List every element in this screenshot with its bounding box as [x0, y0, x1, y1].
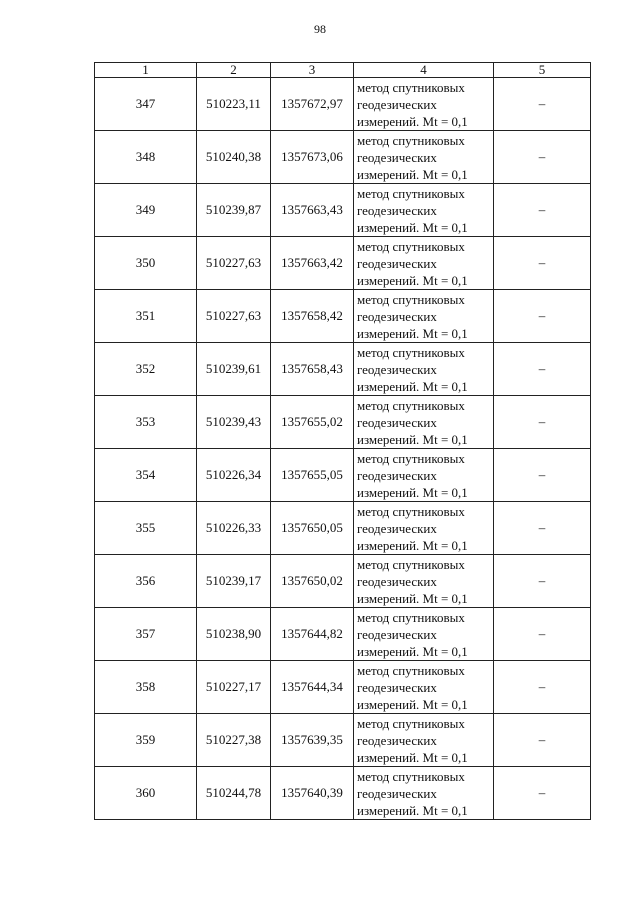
method-cell — [354, 714, 494, 767]
y-coordinate-cell: 1357663,42 — [271, 237, 354, 290]
table-row — [95, 767, 591, 820]
table-row — [95, 184, 591, 237]
table-row — [95, 343, 591, 396]
table-body — [95, 78, 591, 820]
point-number-cell: 360 — [95, 767, 197, 820]
x-coordinate-cell: 510239,43 — [197, 396, 271, 449]
method-cell — [354, 343, 494, 396]
method-line: геодезических — [357, 308, 437, 324]
point-number-cell: 357 — [95, 608, 197, 661]
point-number-cell: 355 — [95, 502, 197, 555]
note-cell: – — [494, 343, 591, 396]
method-line: геодезических — [357, 732, 437, 748]
table-row — [95, 290, 591, 343]
method-line: метод спутниковых — [357, 344, 465, 360]
table-row — [95, 555, 591, 608]
method-line: метод спутниковых — [357, 662, 465, 678]
method-line: измерений. Mt = 0,1 — [357, 696, 468, 712]
method-cell — [354, 131, 494, 184]
method-cell — [354, 237, 494, 290]
x-coordinate-cell: 510223,11 — [197, 78, 271, 131]
note-cell: – — [494, 184, 591, 237]
method-line: измерений. Mt = 0,1 — [357, 643, 468, 659]
x-coordinate-cell: 510240,38 — [197, 131, 271, 184]
note-cell: – — [494, 396, 591, 449]
x-coordinate-cell: 510227,63 — [197, 237, 271, 290]
method-line: метод спутниковых — [357, 768, 465, 784]
method-line: метод спутниковых — [357, 291, 465, 307]
y-coordinate-cell: 1357640,39 — [271, 767, 354, 820]
note-cell: – — [494, 555, 591, 608]
method-cell — [354, 290, 494, 343]
method-line: измерений. Mt = 0,1 — [357, 219, 468, 235]
x-coordinate-cell: 510227,63 — [197, 290, 271, 343]
method-line: измерений. Mt = 0,1 — [357, 749, 468, 765]
method-line: измерений. Mt = 0,1 — [357, 484, 468, 500]
x-coordinate-cell: 510239,17 — [197, 555, 271, 608]
note-cell: – — [494, 608, 591, 661]
y-coordinate-cell: 1357650,02 — [271, 555, 354, 608]
note-cell: – — [494, 78, 591, 131]
method-line: метод спутниковых — [357, 79, 465, 95]
y-coordinate-cell: 1357650,05 — [271, 502, 354, 555]
note-cell: – — [494, 714, 591, 767]
method-line: геодезических — [357, 467, 437, 483]
method-line: метод спутниковых — [357, 503, 465, 519]
column-header-5: 5 — [494, 63, 591, 78]
method-cell — [354, 184, 494, 237]
table-row — [95, 78, 591, 131]
x-coordinate-cell: 510226,33 — [197, 502, 271, 555]
method-cell — [354, 78, 494, 131]
y-coordinate-cell: 1357655,02 — [271, 396, 354, 449]
method-line: измерений. Mt = 0,1 — [357, 378, 468, 394]
method-line: метод спутниковых — [357, 185, 465, 201]
x-coordinate-cell: 510239,61 — [197, 343, 271, 396]
y-coordinate-cell: 1357639,35 — [271, 714, 354, 767]
x-coordinate-cell: 510227,38 — [197, 714, 271, 767]
point-number-cell: 347 — [95, 78, 197, 131]
method-line: измерений. Mt = 0,1 — [357, 590, 468, 606]
method-line: геодезических — [357, 573, 437, 589]
table-row — [95, 449, 591, 502]
y-coordinate-cell: 1357658,43 — [271, 343, 354, 396]
method-line: измерений. Mt = 0,1 — [357, 537, 468, 553]
method-line: геодезических — [357, 255, 437, 271]
method-line: измерений. Mt = 0,1 — [357, 113, 468, 129]
column-header-1: 1 — [95, 63, 197, 78]
note-cell: – — [494, 449, 591, 502]
note-cell: – — [494, 502, 591, 555]
point-number-cell: 351 — [95, 290, 197, 343]
y-coordinate-cell: 1357672,97 — [271, 78, 354, 131]
method-line: геодезических — [357, 414, 437, 430]
method-line: геодезических — [357, 361, 437, 377]
table-row — [95, 608, 591, 661]
point-number-cell: 356 — [95, 555, 197, 608]
table-row — [95, 237, 591, 290]
x-coordinate-cell: 510238,90 — [197, 608, 271, 661]
method-line: геодезических — [357, 679, 437, 695]
point-number-cell: 349 — [95, 184, 197, 237]
column-header-4: 4 — [354, 63, 494, 78]
method-cell — [354, 396, 494, 449]
method-line: геодезических — [357, 520, 437, 536]
x-coordinate-cell: 510226,34 — [197, 449, 271, 502]
note-cell: – — [494, 290, 591, 343]
table-row — [95, 661, 591, 714]
page-number: 98 — [314, 22, 326, 36]
note-cell: – — [494, 661, 591, 714]
table-row — [95, 714, 591, 767]
method-cell — [354, 661, 494, 714]
method-line: метод спутниковых — [357, 450, 465, 466]
note-cell: – — [494, 767, 591, 820]
x-coordinate-cell: 510227,17 — [197, 661, 271, 714]
method-line: метод спутниковых — [357, 132, 465, 148]
note-cell: – — [494, 131, 591, 184]
table-row — [95, 502, 591, 555]
method-line: метод спутниковых — [357, 609, 465, 625]
table-header-row — [95, 63, 591, 78]
method-line: измерений. Mt = 0,1 — [357, 166, 468, 182]
method-cell — [354, 608, 494, 661]
point-number-cell: 352 — [95, 343, 197, 396]
method-line: измерений. Mt = 0,1 — [357, 272, 468, 288]
method-line: геодезических — [357, 785, 437, 801]
method-cell — [354, 555, 494, 608]
method-line: геодезических — [357, 96, 437, 112]
method-cell — [354, 767, 494, 820]
point-number-cell: 350 — [95, 237, 197, 290]
method-line: метод спутниковых — [357, 556, 465, 572]
method-cell — [354, 449, 494, 502]
method-line: геодезических — [357, 149, 437, 165]
method-cell — [354, 502, 494, 555]
y-coordinate-cell: 1357658,42 — [271, 290, 354, 343]
note-cell: – — [494, 237, 591, 290]
table-row — [95, 396, 591, 449]
table-row — [95, 131, 591, 184]
column-header-3: 3 — [271, 63, 354, 78]
method-line: измерений. Mt = 0,1 — [357, 325, 468, 341]
point-number-cell: 358 — [95, 661, 197, 714]
method-line: метод спутниковых — [357, 715, 465, 731]
y-coordinate-cell: 1357673,06 — [271, 131, 354, 184]
method-line: метод спутниковых — [357, 397, 465, 413]
point-number-cell: 353 — [95, 396, 197, 449]
y-coordinate-cell: 1357644,82 — [271, 608, 354, 661]
coordinates-table — [94, 62, 591, 820]
method-line: измерений. Mt = 0,1 — [357, 802, 468, 818]
method-line: измерений. Mt = 0,1 — [357, 431, 468, 447]
y-coordinate-cell: 1357655,05 — [271, 449, 354, 502]
y-coordinate-cell: 1357644,34 — [271, 661, 354, 714]
method-line: геодезических — [357, 626, 437, 642]
column-header-2: 2 — [197, 63, 271, 78]
y-coordinate-cell: 1357663,43 — [271, 184, 354, 237]
point-number-cell: 348 — [95, 131, 197, 184]
point-number-cell: 354 — [95, 449, 197, 502]
method-line: метод спутниковых — [357, 238, 465, 254]
method-line: геодезических — [357, 202, 437, 218]
x-coordinate-cell: 510239,87 — [197, 184, 271, 237]
x-coordinate-cell: 510244,78 — [197, 767, 271, 820]
point-number-cell: 359 — [95, 714, 197, 767]
